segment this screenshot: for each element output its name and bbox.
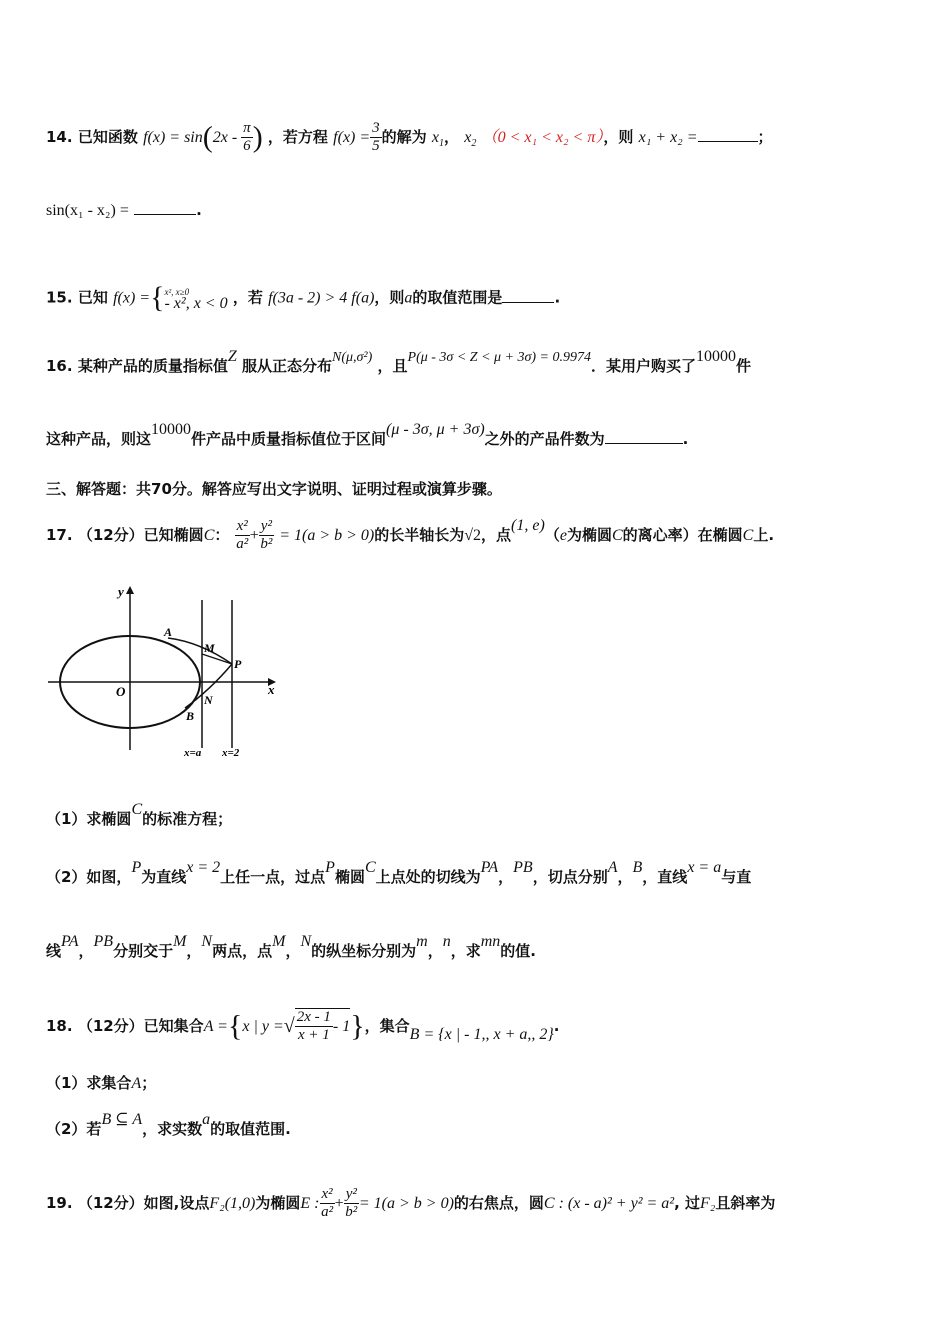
paren-close: ): [252, 120, 263, 154]
text: 椭圆: [334, 868, 365, 886]
var-c: C: [203, 527, 215, 544]
text: 为椭圆: [255, 1194, 301, 1212]
var-z: Z: [227, 348, 237, 365]
label-y: y: [118, 584, 124, 599]
text: ；: [141, 1074, 157, 1092]
text: ，则: [374, 288, 405, 307]
label-x-eq-2: x=2: [222, 747, 240, 759]
text: 之外的产品件数为: [484, 430, 605, 448]
text: 的值.: [500, 942, 536, 960]
math: 2x -: [212, 129, 242, 146]
text: （: [544, 526, 560, 544]
q18-part1: [46, 1072, 156, 1093]
label-o: O: [116, 684, 126, 699]
x2-over-a2: $\frac{\text{x²}}{\text{a²}}$: [236, 518, 249, 552]
text: （2）如图，: [46, 868, 132, 886]
label-b: B: [186, 709, 195, 723]
question-number: 15.: [46, 288, 73, 307]
piecewise: x², x≥0 - x², x < 0: [164, 287, 228, 312]
point: (1, e): [511, 517, 545, 534]
q17-line1: [46, 518, 774, 553]
text: （1）求集合: [46, 1074, 132, 1092]
var-a: A: [131, 1075, 142, 1092]
math: f(x) = sin: [143, 129, 203, 146]
text: 两点，点: [212, 942, 273, 960]
q16-line2: [46, 421, 689, 449]
var-mn: mn: [480, 933, 501, 950]
text: 的长半轴长为: [374, 526, 465, 544]
answer-blank[interactable]: [698, 127, 758, 142]
sqrt-sign: √: [283, 1015, 295, 1037]
inequality: f(3a - 2) > 4 f(a): [268, 289, 375, 307]
q18-line: [46, 1008, 559, 1044]
var-a: A: [607, 859, 618, 876]
text: 线: [46, 942, 62, 960]
circle-eq: C : (x - a)² + y² = a²: [543, 1195, 675, 1212]
ellipse-figure: [40, 580, 290, 760]
q14-line2: [46, 200, 202, 220]
text: 为椭圆: [566, 526, 612, 544]
text: , 过: [674, 1194, 701, 1212]
q15-line: [46, 283, 560, 313]
var-p: P: [131, 859, 142, 876]
text: 的标准方程；: [142, 810, 233, 828]
text: 上点处的切线为: [375, 868, 481, 886]
text: ，则: [603, 128, 634, 146]
text: 的取值范围.: [210, 1120, 291, 1138]
brace: {: [150, 281, 165, 314]
text: ，: [285, 942, 301, 960]
text: ，集合: [364, 1017, 410, 1035]
math: x | y =: [242, 1018, 284, 1035]
count: 10000: [696, 348, 737, 365]
set-b: B = {x | - 1,, x + a,, 2}: [409, 1026, 554, 1043]
var-pb: PB: [93, 933, 114, 950]
line-eq: x = a: [687, 859, 722, 876]
pi-over-6: $\frac{\pi}{6}$: [243, 120, 251, 154]
math: f(x) =: [333, 129, 371, 146]
text: ，: [78, 942, 94, 960]
text: ，点: [481, 526, 512, 544]
text: 的纵坐标分别为: [311, 942, 417, 960]
ellipse-eq: = 1(a > b > 0): [358, 1195, 454, 1212]
text: 与直: [721, 868, 752, 886]
text: 某种产品的质量指标值: [77, 357, 228, 375]
y2-over-b2: $\frac{\text{y²}}{\text{b²}}$: [260, 518, 273, 552]
var-b: B: [632, 859, 643, 876]
text: .: [554, 288, 561, 307]
var-c: C: [131, 801, 143, 818]
q14-line1: 14. 已知函数 f(x) = sin(2x - $\frac{\pi}{6}$ ) ，若方程 f(x) = $\frac{3}{5}$ 的解为 $x_1$， $x_2$ （0 < x₁ < x₂ < π），则 x₁ + x₂ = ；: [46, 120, 773, 154]
label-a: A: [164, 625, 173, 639]
line-eq: x = 2: [186, 859, 221, 876]
var-pa: PA: [61, 933, 79, 950]
text: （1）求椭圆: [46, 810, 132, 828]
text: ，且: [377, 357, 408, 375]
sin-expr: sin(x₁ - x₂) =: [46, 202, 129, 219]
tangent-pa: [168, 638, 232, 664]
text: （2）若: [46, 1120, 102, 1138]
sum-expr: x₁ + x₂ =: [638, 129, 698, 146]
q19-line: 19. （12分）如图,设点F₂(1,0)为椭圆E : $\frac{\text{x²}}{\text{a²}}$ + $\frac{\text{y²}}{\text{b²}}$ = 1(a > b > 0)的右焦点，圆C : (x - a)² + y² = a², 过F₂且斜率为: [46, 1186, 776, 1220]
var-p: P: [325, 859, 335, 876]
math: A =: [203, 1018, 228, 1035]
text: 件产品中质量指标值位于区间: [191, 430, 387, 448]
text: 且斜率为: [715, 1194, 776, 1212]
var-a: a: [404, 289, 413, 307]
answer-blank[interactable]: [502, 288, 554, 303]
label-p: P: [234, 657, 242, 671]
var-m: M: [173, 933, 187, 950]
var-pb: PB: [513, 859, 533, 876]
var-n-small: n: [442, 933, 451, 950]
interval: (μ - 3σ, μ + 3σ): [386, 421, 485, 438]
question-number: 17.: [46, 526, 73, 544]
section-heading: 三、解答题：共70分。解答应写出文字说明、证明过程或演算步骤。: [46, 480, 502, 498]
text: ，: [617, 868, 633, 886]
var-c: C: [742, 527, 754, 544]
var-pa: PA: [480, 859, 499, 876]
plus: +: [249, 527, 259, 544]
q17-part1: [46, 801, 233, 829]
q17-part2-line2: [46, 933, 536, 961]
q18-part2: [46, 1111, 291, 1139]
label-n: N: [204, 693, 213, 707]
text: ，若方程: [267, 128, 328, 146]
brace-open: {: [227, 1009, 243, 1043]
text: （12分）已知椭圆: [77, 526, 204, 544]
var-e: E :: [300, 1195, 320, 1212]
subset: B ⊆ A: [101, 1111, 143, 1128]
question-number: 18.: [46, 1017, 73, 1035]
text: .: [682, 430, 689, 448]
text: 服从正态分布: [241, 357, 332, 375]
text: ，: [498, 868, 514, 886]
text: ；: [757, 128, 773, 146]
text: 的右焦点，圆: [453, 1194, 544, 1212]
text: （12分）如图,设点: [77, 1194, 210, 1212]
text: 的离心率）在椭圆: [622, 526, 743, 544]
text: ，若: [232, 288, 263, 307]
text: 上.: [753, 526, 775, 544]
var-a: a: [202, 1111, 211, 1128]
text: 的解为: [381, 128, 427, 146]
var-m: M: [272, 933, 286, 950]
q16-line1: [46, 348, 752, 376]
text: ，求实数: [142, 1120, 203, 1138]
text: ，: [427, 942, 443, 960]
var-n: N: [201, 933, 213, 950]
label-m: M: [204, 641, 215, 655]
answer-blank[interactable]: [134, 200, 196, 215]
focus: F₂: [700, 1195, 716, 1212]
brace-close: }: [350, 1009, 365, 1043]
ellipse-eq: = 1(a > b > 0): [279, 527, 375, 544]
normal-dist: N(μ,σ²): [331, 350, 373, 365]
text: .: [196, 201, 202, 219]
sqrt2: √2: [464, 527, 482, 544]
text: ．某用户购买了: [591, 357, 697, 375]
text: 已知函数: [77, 128, 138, 146]
var-m-small: m: [416, 933, 428, 950]
three-fifths: $\frac{3}{5}$: [372, 120, 380, 154]
question-number: 19.: [46, 1194, 73, 1212]
y-axis-arrow: [126, 586, 134, 594]
question-number: 16.: [46, 357, 73, 375]
text: ，直线: [642, 868, 688, 886]
paren-open: (: [202, 120, 213, 154]
label-x-eq-a: x=a: [184, 747, 202, 759]
text: 分别交于: [113, 942, 174, 960]
text: 这种产品，则这: [46, 430, 152, 448]
probability: P(μ - 3σ < Z < μ + 3σ) = 0.9974: [407, 350, 592, 365]
var-n: N: [300, 933, 312, 950]
math: f(x) =: [113, 289, 151, 307]
text: （12分）已知集合: [77, 1017, 204, 1035]
text: .: [553, 1017, 560, 1035]
text: ，: [186, 942, 202, 960]
answer-blank[interactable]: [605, 429, 683, 444]
label-x: x: [268, 682, 275, 697]
text: 为直线: [141, 868, 187, 886]
var-c: C: [611, 527, 623, 544]
question-number: 14.: [46, 128, 73, 146]
text: ：: [214, 526, 230, 544]
condition: （0 < x₁ < x₂ < π）: [481, 129, 604, 146]
sqrt-body: $\frac{2x - 1}{x + 1}$ - 1: [296, 1009, 351, 1043]
q17-part2-line1: [46, 859, 752, 887]
var-c: C: [364, 859, 376, 876]
text: ，求: [450, 942, 481, 960]
x1: $x_1$: [431, 129, 445, 150]
focus: F₂(1,0): [209, 1195, 256, 1212]
text: 的取值范围是: [412, 288, 503, 307]
text: 上任一点，过点: [220, 868, 326, 886]
text: ，切点分别: [532, 868, 608, 886]
count: 10000: [151, 421, 192, 438]
text: 件: [736, 357, 752, 375]
text: 已知: [77, 288, 108, 307]
x2: $x_2$: [464, 129, 477, 150]
var-e: e: [559, 527, 567, 544]
